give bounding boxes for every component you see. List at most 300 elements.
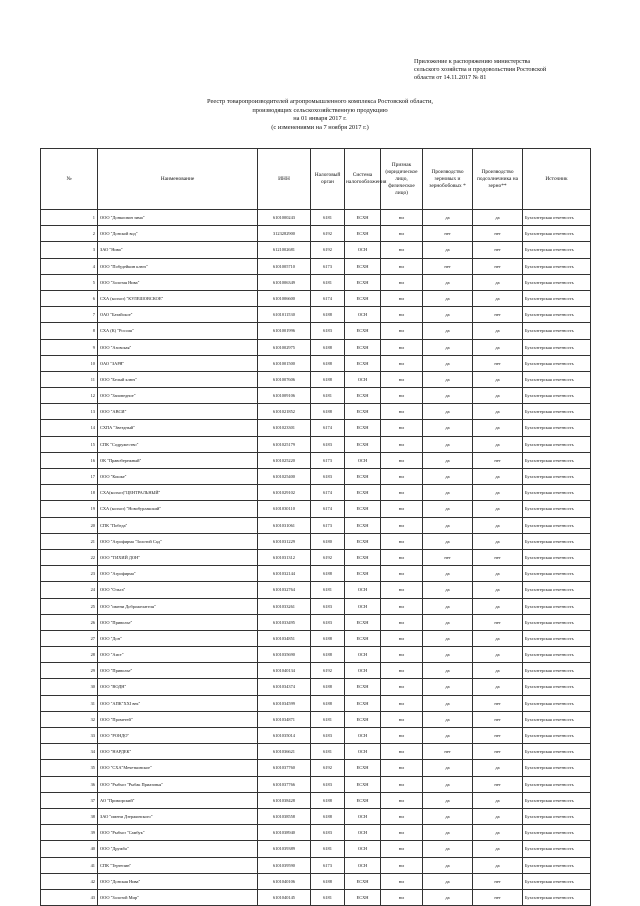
cell-tax: 6188 [311, 808, 345, 824]
cell-grain: да [423, 533, 473, 549]
table-row [41, 404, 591, 420]
cell-grain: да [423, 323, 473, 339]
cell-num: 32 [41, 711, 98, 727]
table-row [41, 420, 591, 436]
col-header-tax: Налоговый орган [311, 149, 345, 210]
cell-grain: да [423, 808, 473, 824]
cell-name: СПК "Тертепин" [98, 857, 258, 873]
cell-system: ОСН [345, 841, 381, 857]
cell-num: 20 [41, 517, 98, 533]
cell-system: ЕСХН [345, 566, 381, 582]
cell-num: 14 [41, 420, 98, 436]
cell-grain: да [423, 339, 473, 355]
cell-tax: 6183 [311, 598, 345, 614]
cell-grain: да [423, 242, 473, 258]
cell-num: 35 [41, 760, 98, 776]
cell-sign: юл [381, 436, 423, 452]
cell-system: ЕСХН [345, 533, 381, 549]
table-row [41, 452, 591, 468]
cell-sunflower: да [473, 857, 523, 873]
cell-source: Бухгалтерская отчетность [523, 647, 591, 663]
cell-name: ООО "Прометей" [98, 711, 258, 727]
cell-tax: 6174 [311, 420, 345, 436]
table-row [41, 566, 591, 582]
cell-sign: юл [381, 371, 423, 387]
cell-inn: 6101039389 [258, 841, 311, 857]
cell-name: ООО "Кошке" [98, 469, 258, 485]
cell-num: 23 [41, 566, 98, 582]
cell-name: ООО "АВСИ" [98, 404, 258, 420]
title-line: (с изменениями на 7 ноября 2017 г.) [271, 123, 369, 131]
cell-num: 25 [41, 598, 98, 614]
cell-grain: да [423, 210, 473, 226]
cell-sign: юл [381, 825, 423, 841]
cell-inn: 6101034599 [258, 695, 311, 711]
cell-source: Бухгалтерская отчетность [523, 566, 591, 582]
cell-tax: 6174 [311, 290, 345, 306]
cell-system: ЕСХН [345, 549, 381, 565]
cell-inn: 6101031061 [258, 517, 311, 533]
cell-sunflower: да [473, 371, 523, 387]
cell-name: ООО "Золотой Мир" [98, 889, 258, 905]
cell-name: СХА (колхоз) "КУЛЕШОВСКОЕ" [98, 290, 258, 306]
cell-tax: 6188 [311, 355, 345, 371]
cell-source: Бухгалтерская отчетность [523, 258, 591, 274]
cell-sign: юл [381, 258, 423, 274]
cell-grain: нет [423, 744, 473, 760]
table-row [41, 663, 591, 679]
cell-sunflower: нет [473, 549, 523, 565]
table-row [41, 274, 591, 290]
cell-grain: нет [423, 258, 473, 274]
cell-grain: да [423, 566, 473, 582]
cell-num: 16 [41, 452, 98, 468]
cell-name: ООО "СХА"Мечеткинское" [98, 760, 258, 776]
cell-tax: 6188 [311, 404, 345, 420]
cell-system: ЕСХН [345, 469, 381, 485]
cell-sign: юл [381, 533, 423, 549]
cell-sunflower: да [473, 501, 523, 517]
table-row [41, 371, 591, 387]
cell-inn: 6101036621 [258, 744, 311, 760]
cell-tax: 6188 [311, 630, 345, 646]
title-line: Реестр товаропроизводителей агропромышленного комплекса Ростовской области, [207, 98, 433, 105]
cell-source: Бухгалтерская отчетность [523, 889, 591, 905]
cell-inn: 6101007606 [258, 371, 311, 387]
cell-tax: 6180 [311, 533, 345, 549]
table-row [41, 630, 591, 646]
cell-num: 21 [41, 533, 98, 549]
cell-num: 2 [41, 226, 98, 242]
cell-source: Бухгалтерская отчетность [523, 711, 591, 727]
cell-system: ЕСХН [345, 695, 381, 711]
cell-tax: 6188 [311, 371, 345, 387]
cell-source: Бухгалтерская отчетность [523, 226, 591, 242]
cell-inn: 6101034374 [258, 679, 311, 695]
cell-system: ЕСХН [345, 388, 381, 404]
cell-system: ЕСХН [345, 274, 381, 290]
cell-name: ООО "Рыбхоз "Рыбак Приазовья" [98, 776, 258, 792]
cell-sign: юл [381, 679, 423, 695]
cell-tax: 6181 [311, 210, 345, 226]
cell-grain: нет [423, 549, 473, 565]
cell-name: АО "Приморский" [98, 792, 258, 808]
cell-num: 37 [41, 792, 98, 808]
cell-grain: да [423, 792, 473, 808]
cell-tax: 6173 [311, 857, 345, 873]
cell-sunflower: нет [473, 695, 523, 711]
cell-sign: юл [381, 388, 423, 404]
cell-tax: 6173 [311, 258, 345, 274]
cell-inn: 6101037760 [258, 760, 311, 776]
cell-inn: 6101035690 [258, 647, 311, 663]
cell-sunflower: да [473, 630, 523, 646]
cell-name: ООО "имени Доброжелателя" [98, 598, 258, 614]
cell-inn: 6101034871 [258, 711, 311, 727]
cell-system: ЕСХН [345, 501, 381, 517]
cell-source: Бухгалтерская отчетность [523, 485, 591, 501]
cell-source: Бухгалтерская отчетность [523, 533, 591, 549]
cell-sunflower: нет [473, 452, 523, 468]
cell-sunflower: да [473, 663, 523, 679]
cell-name: ООО "Азовская" [98, 339, 258, 355]
cell-tax: 6188 [311, 339, 345, 355]
cell-sunflower: да [473, 274, 523, 290]
cell-source: Бухгалтерская отчетность [523, 582, 591, 598]
cell-sign: юл [381, 290, 423, 306]
table-row [41, 469, 591, 485]
cell-tax: 6173 [311, 452, 345, 468]
cell-source: Бухгалтерская отчетность [523, 857, 591, 873]
cell-grain: да [423, 857, 473, 873]
cell-source: Бухгалтерская отчетность [523, 501, 591, 517]
cell-sign: юл [381, 857, 423, 873]
cell-system: ОСН [345, 307, 381, 323]
cell-source: Бухгалтерская отчетность [523, 744, 591, 760]
cell-tax: 6183 [311, 436, 345, 452]
cell-system: ЕСХН [345, 436, 381, 452]
cell-sunflower: нет [473, 614, 523, 630]
cell-source: Бухгалтерская отчетность [523, 695, 591, 711]
cell-grain: да [423, 469, 473, 485]
cell-num: 22 [41, 549, 98, 565]
cell-system: ЕСХН [345, 339, 381, 355]
cell-source: Бухгалтерская отчетность [523, 760, 591, 776]
cell-grain: да [423, 485, 473, 501]
cell-name: ООО "НАРДЕК" [98, 744, 258, 760]
col-header-name: Наименование [98, 149, 258, 210]
cell-sign: юл [381, 889, 423, 905]
cell-sign: юл [381, 614, 423, 630]
cell-system: ОСН [345, 728, 381, 744]
cell-grain: да [423, 307, 473, 323]
cell-num: 27 [41, 630, 98, 646]
cell-name: ООО "Ольга" [98, 582, 258, 598]
cell-tax: 6192 [311, 663, 345, 679]
cell-source: Бухгалтерская отчетность [523, 355, 591, 371]
cell-name: ООО "Рыбхоз "Самбук" [98, 825, 258, 841]
register-table [40, 148, 591, 906]
table-row [41, 258, 591, 274]
cell-source: Бухгалтерская отчетность [523, 274, 591, 290]
cell-sunflower: да [473, 647, 523, 663]
cell-source: Бухгалтерская отчетность [523, 452, 591, 468]
col-header-sunflower: Производство подсолнечника на зерно** [473, 149, 523, 210]
cell-source: Бухгалтерская отчетность [523, 420, 591, 436]
cell-sign: юл [381, 711, 423, 727]
table-row [41, 436, 591, 452]
cell-num: 8 [41, 323, 98, 339]
cell-inn: 6101025400 [258, 469, 311, 485]
cell-sunflower: нет [473, 258, 523, 274]
col-header-source: Источник [523, 149, 591, 210]
cell-grain: нет [423, 226, 473, 242]
cell-sunflower: нет [473, 873, 523, 889]
table-row [41, 792, 591, 808]
cell-tax: 6181 [311, 711, 345, 727]
cell-system: ЕСХН [345, 889, 381, 905]
cell-sign: юл [381, 549, 423, 565]
cell-sign: юл [381, 808, 423, 824]
cell-grain: да [423, 452, 473, 468]
cell-system: ОСН [345, 647, 381, 663]
cell-num: 36 [41, 776, 98, 792]
cell-source: Бухгалтерская отчетность [523, 436, 591, 452]
cell-source: Бухгалтерская отчетность [523, 679, 591, 695]
cell-num: 33 [41, 728, 98, 744]
cell-num: 26 [41, 614, 98, 630]
cell-tax: 6188 [311, 647, 345, 663]
cell-name: ООО "ТИХИЙ ДОН" [98, 549, 258, 565]
cell-system: ЕСХН [345, 760, 381, 776]
approval-line: области от 14.11.2017 № 81 [414, 74, 487, 82]
cell-sign: юл [381, 744, 423, 760]
cell-system: ОСН [345, 452, 381, 468]
cell-sign: юл [381, 663, 423, 679]
cell-name: СХА (К) "Россия" [98, 323, 258, 339]
cell-name: СХПА "Звездный" [98, 420, 258, 436]
cell-num: 41 [41, 857, 98, 873]
cell-sunflower: да [473, 339, 523, 355]
cell-inn: 6101009106 [258, 388, 311, 404]
cell-system: ЕСХН [345, 873, 381, 889]
cell-sunflower: да [473, 566, 523, 582]
cell-name: ООО "Заповедное" [98, 388, 258, 404]
cell-name: СХА (колхоз) "Новобурлакский" [98, 501, 258, 517]
table-body [41, 210, 591, 906]
cell-num: 7 [41, 307, 98, 323]
cell-num: 4 [41, 258, 98, 274]
cell-sunflower: да [473, 517, 523, 533]
cell-name: ООО "Дон" [98, 630, 258, 646]
cell-grain: да [423, 420, 473, 436]
cell-system: ОСН [345, 808, 381, 824]
cell-num: 39 [41, 825, 98, 841]
cell-sunflower: нет [473, 744, 523, 760]
cell-sign: юл [381, 598, 423, 614]
cell-name: ООО "Приволье" [98, 663, 258, 679]
cell-name: ООО "ВОДН" [98, 679, 258, 695]
table-row [41, 679, 591, 695]
cell-num: 5 [41, 274, 98, 290]
cell-tax: 6181 [311, 744, 345, 760]
cell-name: ООО "Агрофирма "Золотой Сад" [98, 533, 258, 549]
cell-name: ООО "Донская Нива" [98, 873, 258, 889]
cell-tax: 6183 [311, 323, 345, 339]
cell-system: ЕСХН [345, 776, 381, 792]
cell-tax: 6181 [311, 388, 345, 404]
table-row [41, 307, 591, 323]
cell-system: ЕСХН [345, 226, 381, 242]
cell-grain: да [423, 728, 473, 744]
col-header-system: Система налогообложения [345, 149, 381, 210]
cell-inn: 6101001500 [258, 355, 311, 371]
table-row [41, 210, 591, 226]
cell-name: СХА(колхоз)"ЦЕНТРАЛЬНЫЙ" [98, 485, 258, 501]
cell-system: ЕСХН [345, 355, 381, 371]
table-header-row [41, 149, 591, 210]
cell-inn: 6101038940 [258, 825, 311, 841]
cell-system: ЕСХН [345, 290, 381, 306]
cell-sunflower: да [473, 210, 523, 226]
cell-grain: да [423, 679, 473, 695]
cell-source: Бухгалтерская отчетность [523, 841, 591, 857]
cell-grain: да [423, 873, 473, 889]
cell-sign: юл [381, 760, 423, 776]
cell-system: ОСН [345, 242, 381, 258]
cell-sign: юл [381, 339, 423, 355]
approval-line: Приложение к распоряжению министерства [414, 58, 531, 65]
cell-name: ООО "РОНДО" [98, 728, 258, 744]
cell-tax: 6192 [311, 226, 345, 242]
cell-source: Бухгалтерская отчетность [523, 728, 591, 744]
cell-tax: 6183 [311, 776, 345, 792]
cell-inn: 6101040134 [258, 663, 311, 679]
cell-name: СПК "Победа" [98, 517, 258, 533]
cell-grain: да [423, 501, 473, 517]
cell-sign: юл [381, 242, 423, 258]
cell-sunflower: да [473, 290, 523, 306]
cell-system: ЕСХН [345, 614, 381, 630]
cell-source: Бухгалтерская отчетность [523, 598, 591, 614]
cell-source: Бухгалтерская отчетность [523, 290, 591, 306]
table-row [41, 549, 591, 565]
cell-inn: 3123282900 [258, 226, 311, 242]
cell-name: ОК "Правобережный" [98, 452, 258, 468]
cell-system: ОСН [345, 582, 381, 598]
cell-num: 1 [41, 210, 98, 226]
cell-name: ООО "Золотая Нива" [98, 274, 258, 290]
cell-num: 10 [41, 355, 98, 371]
cell-name: ОАО "ЗАРЯ" [98, 355, 258, 371]
cell-system: ЕСХН [345, 420, 381, 436]
cell-sign: юл [381, 582, 423, 598]
cell-system: ОСН [345, 598, 381, 614]
cell-sign: юл [381, 452, 423, 468]
cell-grain: да [423, 517, 473, 533]
cell-inn: 6101035014 [258, 728, 311, 744]
cell-grain: да [423, 290, 473, 306]
cell-grain: да [423, 436, 473, 452]
table-row [41, 517, 591, 533]
table-row [41, 776, 591, 792]
cell-sunflower: да [473, 469, 523, 485]
cell-tax: 6183 [311, 825, 345, 841]
cell-tax: 6174 [311, 485, 345, 501]
cell-source: Бухгалтерская отчетность [523, 808, 591, 824]
cell-sign: юл [381, 776, 423, 792]
cell-tax: 6192 [311, 549, 345, 565]
cell-grain: да [423, 841, 473, 857]
cell-source: Бухгалтерская отчетность [523, 242, 591, 258]
cell-sign: юл [381, 792, 423, 808]
cell-inn: 6101006600 [258, 290, 311, 306]
title-line: на 01 января 2017 г. [293, 115, 347, 123]
cell-inn: 6101030110 [258, 501, 311, 517]
cell-source: Бухгалтерская отчетность [523, 549, 591, 565]
cell-grain: да [423, 404, 473, 420]
cell-sign: юл [381, 323, 423, 339]
cell-source: Бухгалтерская отчетность [523, 517, 591, 533]
cell-sign: юл [381, 404, 423, 420]
col-header-grain: Производство зерновых и зернобобовых * [423, 149, 473, 210]
cell-system: ЕСХН [345, 517, 381, 533]
cell-sign: юл [381, 630, 423, 646]
cell-sunflower: нет [473, 242, 523, 258]
cell-grain: да [423, 274, 473, 290]
cell-source: Бухгалтерская отчетность [523, 210, 591, 226]
cell-inn: 6101037766 [258, 776, 311, 792]
cell-sunflower: да [473, 825, 523, 841]
table-row [41, 339, 591, 355]
cell-source: Бухгалтерская отчетность [523, 307, 591, 323]
cell-tax: 6188 [311, 792, 345, 808]
cell-sign: юл [381, 307, 423, 323]
table-row [41, 533, 591, 549]
col-header-num: № [41, 149, 98, 210]
table-row [41, 242, 591, 258]
cell-sign: юл [381, 647, 423, 663]
cell-sunflower: да [473, 582, 523, 598]
cell-num: 13 [41, 404, 98, 420]
cell-name: ООО "Приволье" [98, 614, 258, 630]
cell-num: 18 [41, 485, 98, 501]
cell-sign: юл [381, 873, 423, 889]
cell-inn: 6101006349 [258, 274, 311, 290]
cell-tax: 6188 [311, 679, 345, 695]
cell-system: ОСН [345, 857, 381, 873]
cell-inn: 6101032144 [258, 566, 311, 582]
cell-system: ЕСХН [345, 210, 381, 226]
cell-source: Бухгалтерская отчетность [523, 323, 591, 339]
cell-num: 40 [41, 841, 98, 857]
table-row [41, 744, 591, 760]
cell-name: ЗАО "имени Дзержинского" [98, 808, 258, 824]
cell-grain: да [423, 889, 473, 905]
approval-note [414, 58, 614, 83]
cell-num: 38 [41, 808, 98, 824]
cell-sunflower: нет [473, 355, 523, 371]
cell-source: Бухгалтерская отчетность [523, 388, 591, 404]
approval-line: сельского хозяйства и продовольствия Ростовской [414, 66, 547, 74]
cell-tax: 6181 [311, 889, 345, 905]
cell-inn: 6101040145 [258, 889, 311, 905]
cell-num: 34 [41, 744, 98, 760]
cell-tax: 6188 [311, 695, 345, 711]
cell-name: ООО "Дружба" [98, 841, 258, 857]
cell-grain: да [423, 582, 473, 598]
cell-source: Бухгалтерская отчетность [523, 630, 591, 646]
